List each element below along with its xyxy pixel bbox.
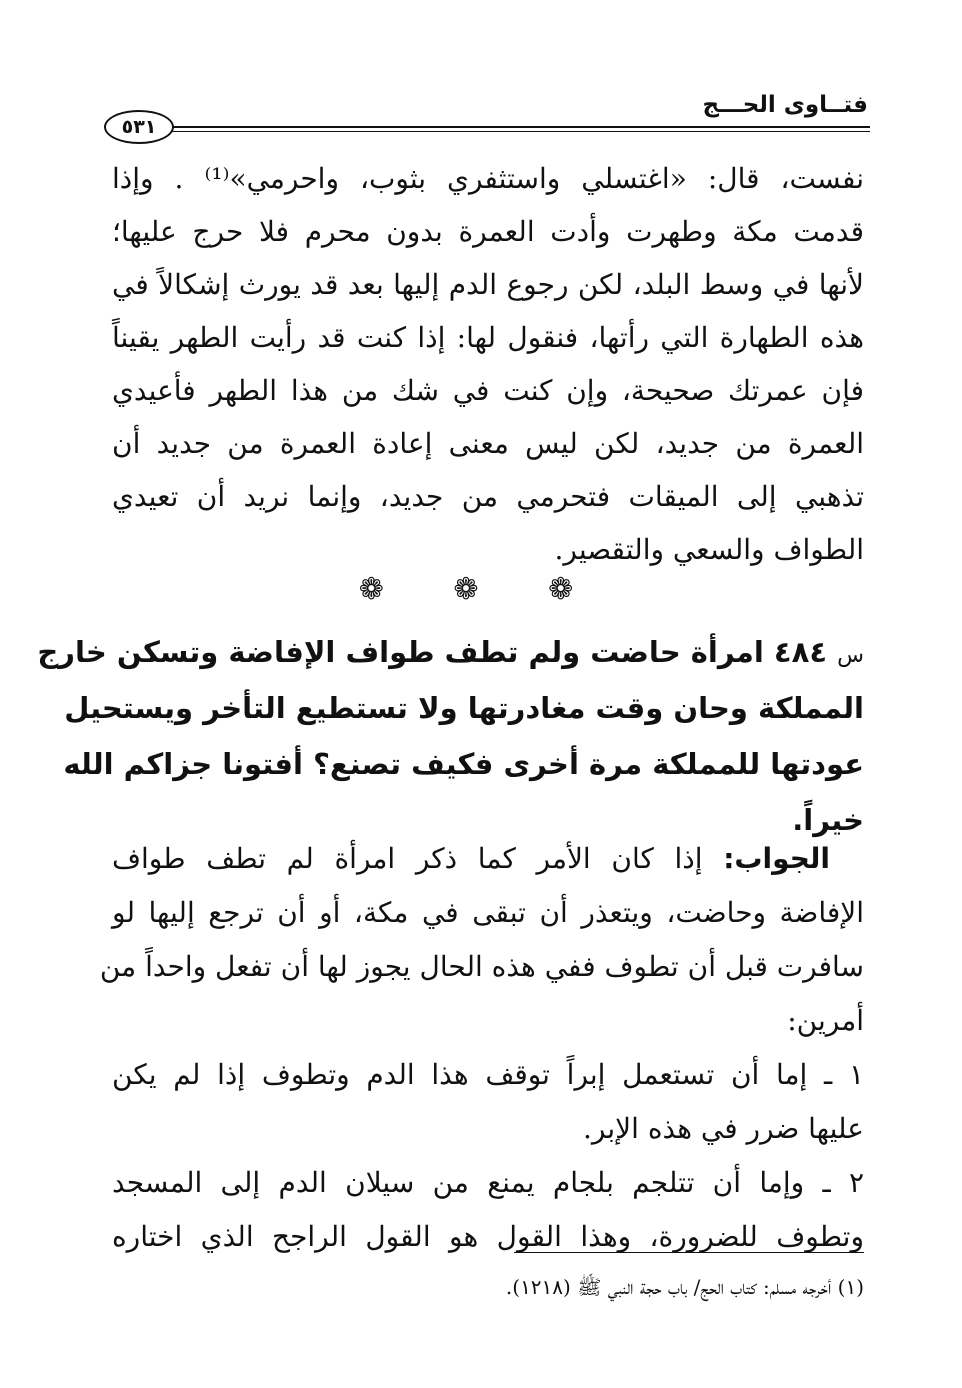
text-line: فإن عمرتك صحيحة، وإن كنت في شك من هذا الطهر فأعيدي bbox=[112, 374, 864, 407]
section-separator: ❁ ❁ ❁ bbox=[358, 572, 604, 607]
question-first-line bbox=[37, 624, 864, 680]
answer-first-line bbox=[112, 832, 864, 886]
text-line: تذهبي إلى الميقات فتحرمي من جديد، وإنما نريد أن تعيدي bbox=[112, 480, 864, 513]
question-marker-icon: س bbox=[837, 643, 864, 668]
footnote-rule bbox=[514, 1252, 864, 1253]
answer-list-item: ٢ ـ وإما أن تتلجم بلجام يمنع من سيلان الدم إلى المسجد bbox=[112, 1166, 864, 1199]
answer-line: الإفاضة وحاضت، ويتعذر أن تبقى في مكة، أو أن ترجع إليها لو bbox=[112, 896, 864, 929]
answer-line: سافرت قبل أن تطوف ففي هذه الحال يجوز لها أن تفعل واحداً من bbox=[99, 950, 864, 983]
question-number: ٤٨٤ bbox=[773, 635, 828, 669]
question-line: المملكة وحان وقت مغادرتها ولا تستطيع التأخر ويستحيل bbox=[64, 691, 864, 725]
running-title: فتــاوى الحـــج bbox=[702, 92, 868, 118]
question-text: امرأة حاضت ولم تطف طواف الإفاضة وتسكن خارج bbox=[37, 635, 764, 669]
footnote: (١) أخرجه مسلم: كتاب الحج/ باب حجة النبي ﷺ (١٢١٨). bbox=[505, 1275, 864, 1299]
question-line: عودتها للمملكة مرة أخرى فكيف تصنع؟ أفتونا جزاكم الله bbox=[63, 747, 864, 781]
text-line: هذه الطهارة التي رأتها، فنقول لها: إذا كنت قد رأيت الطهر يقيناً bbox=[112, 321, 864, 354]
text-line: العمرة من جديد، لكن ليس معنى إعادة العمرة من جديد أن bbox=[112, 427, 864, 460]
text-line: نفست، قال: «اغتسلي واستثفري بثوب، واحرمي»⁽¹⁾ . وإذا bbox=[112, 162, 864, 195]
text-line: قدمت مكة وطهرت وأدت العمرة بدون محرم فلا حرج عليها؛ bbox=[112, 215, 864, 248]
header-rule bbox=[168, 126, 870, 132]
answer-list-item: ١ ـ إما أن تستعمل إبراً توقف هذا الدم وتطوف إذا لم يكن bbox=[112, 1058, 864, 1091]
answer-line: عليها ضرر في هذه الإبر. bbox=[583, 1112, 864, 1145]
answer-line: وتطوف للضرورة، وهذا القول هو القول الراجح الذي اختاره bbox=[112, 1220, 864, 1253]
answer-line: أمرين: bbox=[787, 1004, 864, 1037]
answer-text: إذا كان الأمر كما ذكر امرأة لم تطف طواف bbox=[112, 842, 703, 875]
answer-label: الجواب: bbox=[723, 842, 830, 875]
page-header bbox=[104, 92, 870, 144]
text-line: الطواف والسعي والتقصير. bbox=[554, 533, 864, 566]
text-line: لأنها في وسط البلد، لكن رجوع الدم إليها بعد قد يورث إشكالاً في bbox=[112, 268, 864, 301]
question-line: خيراً. bbox=[792, 803, 864, 837]
question-block bbox=[37, 624, 864, 848]
intro-paragraph bbox=[112, 152, 864, 576]
page-number: ٥٣١ bbox=[104, 110, 174, 144]
answer-block bbox=[99, 832, 864, 1264]
